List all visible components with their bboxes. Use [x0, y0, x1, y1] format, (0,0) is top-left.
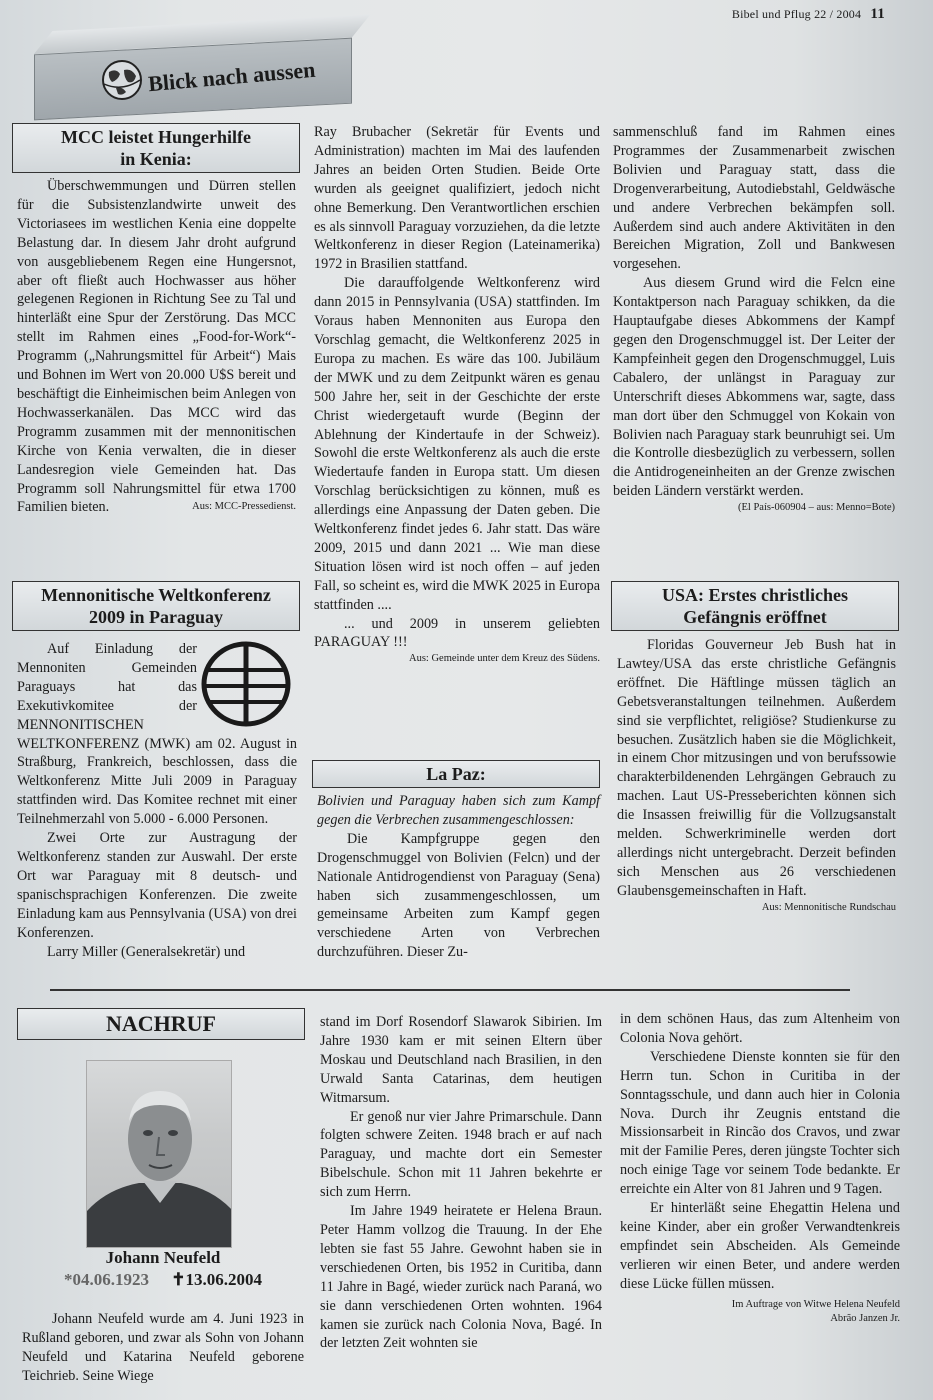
life-dates: [18, 1270, 308, 1290]
mwk-paragraph-6: ... und 2009 in unserem geliebten PARAGUAY !!!: [314, 615, 600, 651]
usa-headline: [611, 581, 899, 631]
nachruf-column-1: [22, 1310, 304, 1386]
portrait-photo: [86, 1060, 232, 1248]
page-number: 11: [870, 6, 885, 22]
lapaz-paragraph-1-cont: sammenschluß fand im Rahmen eines Programmes der Zusammenarbeit zwischen Bolivien und Paraguay statt, dass die Drogenverarbeitung, Autodiebstahl, Geldwäsche und andere Verbrechen bekämpfen soll. Außerdem sind auch andere Aktivitäten in den Bereichen Migration, Zoll und Bankwesen vorgesehen.: [613, 124, 895, 273]
lapaz-paragraph-1: Die Kampfgruppe gegen den Drogenschmuggel von Bolivien (Felcn) und der Nationale Antidrogendienst von Paraguay (Sena) haben sich zusammengeschlossen, um gemeinsame Arbeiten zum Kampf gegen verschiedene Arten von Verbrechen durchzuführen. Dieser Zu-: [317, 830, 600, 961]
nachruf-col3-paragraph-2: Verschiedene Dienste konnten sie für den Herrn tun. Schon in Curitiba in der Sonntagsschule, und dann auch hier in Colonia Nova. Durch ihr Zeugnis entstand die Missionsarbeit in Rincão dos Cravos, und zwar mit der Familie Peres, deren jüngste Tochter sich noch einige Tage vor seinem Tode bedankte. Er erreichte ein Alter von 81 Jahren und 9 Tagen.: [620, 1048, 900, 1198]
mwk-article-continued: [314, 123, 600, 666]
mwk-headline-line2: 2009 in Paraguay: [88, 607, 223, 627]
death-date: ✝13.06.2004: [171, 1270, 262, 1289]
running-header: [732, 6, 885, 23]
mcc-body: Überschwemmungen und Dürren stellen für die Subsistenzlandwirte unweit des Victoriasees im westlichen Kenia eine doppelte Belastung dar. In diesem Jahr droht aufgrund von ausgebliebenem Regen eine Hungersnot, aber oft fließt auch Hochwasser aus höher gelegenen Regionen in Richtung See zu Tal und hinterläßt eine Spur der Zerstörung. Das MCC stellt im Rahmen eines „Food-for-Work“-Programm („Nahrungsmittel für Arbeit“) Mais und Bohnen im Wert von 20.000 U$S bereit und beschäftigt die Einheimischen beim Anlegen von Hochwasserkanälen. Das MCC wird das Programm zusammen mit der mennonitischen Kirche von Kenia verwalten, die in dieser Landesregion viele Gemeinden hat. Das Programm soll Nahrungsmittel für etwa 1700 Familien bieten.: [17, 178, 296, 516]
mcc-source: Aus: MCC-Pressedienst.: [192, 501, 296, 513]
nachruf-signature-1: Im Auftrage von Witwe Helena Neufeld: [731, 1298, 900, 1310]
mcc-headline-line2: in Kenia:: [120, 149, 192, 169]
lapaz-source: (El País-060904 – aus: Menno=Bote): [738, 502, 895, 514]
nachruf-col2-paragraph-1: stand im Dorf Rosendorf Slawarok Sibirien. Im Jahre 1930 kam er mit seinen Eltern über Moskau und Deutschland nach Brasilien, in den Urwald Santa Catarinas, dem heutigen Witmarsum.: [320, 1014, 602, 1106]
deceased-name: Johann Neufeld: [105, 1248, 221, 1267]
mwk-paragraph-5: Die darauffolgende Weltkonferenz wird dann 2015 in Pennsylvania (USA) stattfinden. Im Voraus haben Mennoniten aus Europa den Vorschlag gemacht, die Weltkonferenz 2025 in Europa zu machen. Es wäre das 100. Jubiläum der MWK und zu dem Zeitpunkt wären es genau 500 Jahre her, seit in der Geschichte der erste Christ wiedergetauft wurde (Beginn der Ablehnung der Kindertaufe in der Schweiz). Sowohl die erste Weltkonferenz als auch die erste Wiedertaufe fanden in Europa statt. Um diesen Vorschlag berücksichtigen zu können, muß es allerdings eine Anpassung der Daten geben. Die Weltkonferenz findet jedes 6. Jahr statt. Das wäre 2009, 2015 und dann 2021 ... Wie man diese Situation lösen wird ist noch offen – auf jeden Fall, so scheint es, wird die MWK 2025 in Europa stattfinden ....: [314, 275, 600, 613]
mwk-paragraph-1-rest: WELTKONFERENZ (MWK) am 02. August in Straßburg, Frankreich, beschlossen, dass die Weltkonferenz Mitte Juli 2009 in Paraguay stattfinden wird. Das Komitee rechnet mit einer Teilnehmerzahl von 5.000 - 6.000 Personen.: [17, 735, 297, 828]
nachruf-col2-paragraph-3: Im Jahre 1949 heiratete er Helena Braun. Peter Hamm vollzog die Trauung. In der Ehe lebten sie fast 55 Jahre. Gewohnt haben sie in verschiedenen Orten, bis 1952 in Curitiba, dann 11 Jahre in Bagé, wieder zurück nach Paraná, wo sie dann verschiedenen Orten wohnten. 1964 kamen sie zurück nach Colonia Nova, Bagé. In der letzten Zeit wohnten sie: [320, 1203, 602, 1352]
lapaz-lead: Bolivien und Paraguay haben sich zum Kampf gegen die Verbrechen zusammengeschlossen:: [317, 793, 600, 828]
issue-number: 22 / 2004: [814, 7, 862, 21]
lapaz-article: [317, 792, 600, 962]
nachruf-column-3: [620, 1010, 900, 1326]
mwk-paragraph-3: Larry Miller (Generalsekretär) und: [47, 943, 246, 960]
mwk-source: Aus: Gemeinde unter dem Kreuz des Südens.: [409, 653, 600, 665]
globe-icon: [100, 58, 144, 102]
lapaz-headline: La Paz:: [312, 760, 600, 788]
mwk-paragraph-1-wrap: Auf Einladung der Mennoniten Gemeinden Paraguays hat das Exekutivkomitee der MENNONITISCHEN: [17, 641, 197, 733]
lapaz-paragraph-2: Aus diesem Grund wird die Felcn eine Kontaktperson nach Paraguay schikken, da die Hauptaufgabe dieses Abkommens der Kampf gegen den Drogenschmuggel ist. Der Leiter der Kampfeinheit gegen den Drogenschmuggel, Luis Cabalero, der unlängst in Paraguay zur Unterschrift dieses Abkommens war, sagte, dass man dort über den Schmuggel von Kokain von Bolivien nach Paraguay stark beunruhigt sei. Um die Kontrolle diesbezüglich zu verbessern, sollen die Antidrogeneinheiten an der Grenze zwischen beiden Ländern verstärkt werden.: [613, 275, 895, 500]
portrait-figure: [87, 1061, 232, 1248]
usa-body: Floridas Gouverneur Jeb Bush hat in Lawtey/USA das erste christliche Gefängnis eröffnet. Die Häftlinge müssen täglich an Gebetsveranstaltungen teilnehmen. Außerdem sind sie verpflichtet, religiöse? Studienkurse zu besuchen. Zusätzlich haben sie die Möglichkeit, in einem Chor mitzusingen und von berufssowie charakterbildenenden Lehrgängen Gebrauch zu machen. Laut US-Presseberichten können sich die Insassen freiwillig für die Vollzugsanstalt melden. Schwerkriminelle werden dort allerdings nicht untergebracht. Derzeit befinden sich Menschen aus 26 verschiedenen Glaubensgemeinschaften in Haft.: [617, 637, 896, 899]
birth-date: *04.06.1923: [64, 1270, 149, 1289]
mwk-headline: [12, 581, 300, 631]
nachruf-col2-paragraph-2: Er genoß nur vier Jahre Primarschule. Dann folgten schwere Zeiten. 1948 brach er auf nach Paraguay, und machte dort ein Semester Bibelschule. Schon mit 11 Jahren bekehrte er sich zum Herrn.: [320, 1108, 602, 1201]
nachruf-col3-paragraph-1: in dem schönen Haus, das zum Altenheim von Colonia Nova gehört.: [620, 1011, 900, 1046]
mcc-headline: [12, 123, 300, 173]
mwk-paragraph-2: Zwei Orte zur Austragung der Weltkonferenz standen zur Auswahl. Der erste Ort war Paraguay mit 8 deutsch- und spanischsprachigen Konferenzen. Die zweite Einladung kam aus Pennsylvania (USA) von drei Konferenzen.: [17, 830, 297, 941]
nachruf-signature-2: Abrão Janzen Jr.: [830, 1312, 900, 1324]
lapaz-article-continued: [613, 123, 895, 515]
nachruf-headline: NACHRUF: [17, 1008, 305, 1040]
nachruf-column-2: [320, 1013, 602, 1353]
usa-article: [617, 636, 896, 915]
usa-source: Aus: Mennonitische Rundschau: [761, 901, 896, 913]
mcc-headline-line1: MCC leistet Hungerhilfe: [61, 127, 251, 147]
mwk-paragraph-4: Ray Brubacher (Sekretär für Events und Administration) machten im Mai des laufenden Jahres an beiden Orten Studien. Beide Orte wurden als geeignet qualifiziert, jedoch nicht ohne Bemerkung. Den Verantwortlichen erschien es als sinnvoll Paraguay vorzuziehen, da die letzte Weltkonferenz in dieser Region (Lateinamerika) 1972 in Brasilien stattfand.: [314, 124, 600, 273]
nachruf-col3-paragraph-3: Er hinterläßt seine Ehegattin Helena und keine Kinder, aber ein großer Verwandtenkreis empfindet sein Abscheiden. Als Gemeinde verlieren wir einen Beter, und andere werden diese Lücke füllen müssen.: [620, 1200, 900, 1292]
publication-name: Bibel und Pflug: [731, 7, 811, 21]
nachruf-col1-text: Johann Neufeld wurde am 4. Juni 1923 in Rußland geboren, und zwar als Sohn von Johann Neufeld und Katarina Neufeld geborene Teichrieb. Seine Wiege: [22, 1311, 304, 1384]
mwk-article: [17, 640, 297, 961]
section-divider: [50, 989, 850, 991]
mwk-headline-line1: Mennonitische Weltkonferenz: [41, 585, 271, 605]
section-banner: [30, 18, 358, 116]
mcc-article: [17, 177, 296, 514]
banner-title: Blick nach aussen: [147, 56, 317, 97]
usa-headline-line1: USA: Erstes christliches: [662, 585, 848, 605]
usa-headline-line2: Gefängnis eröffnet: [683, 607, 827, 627]
